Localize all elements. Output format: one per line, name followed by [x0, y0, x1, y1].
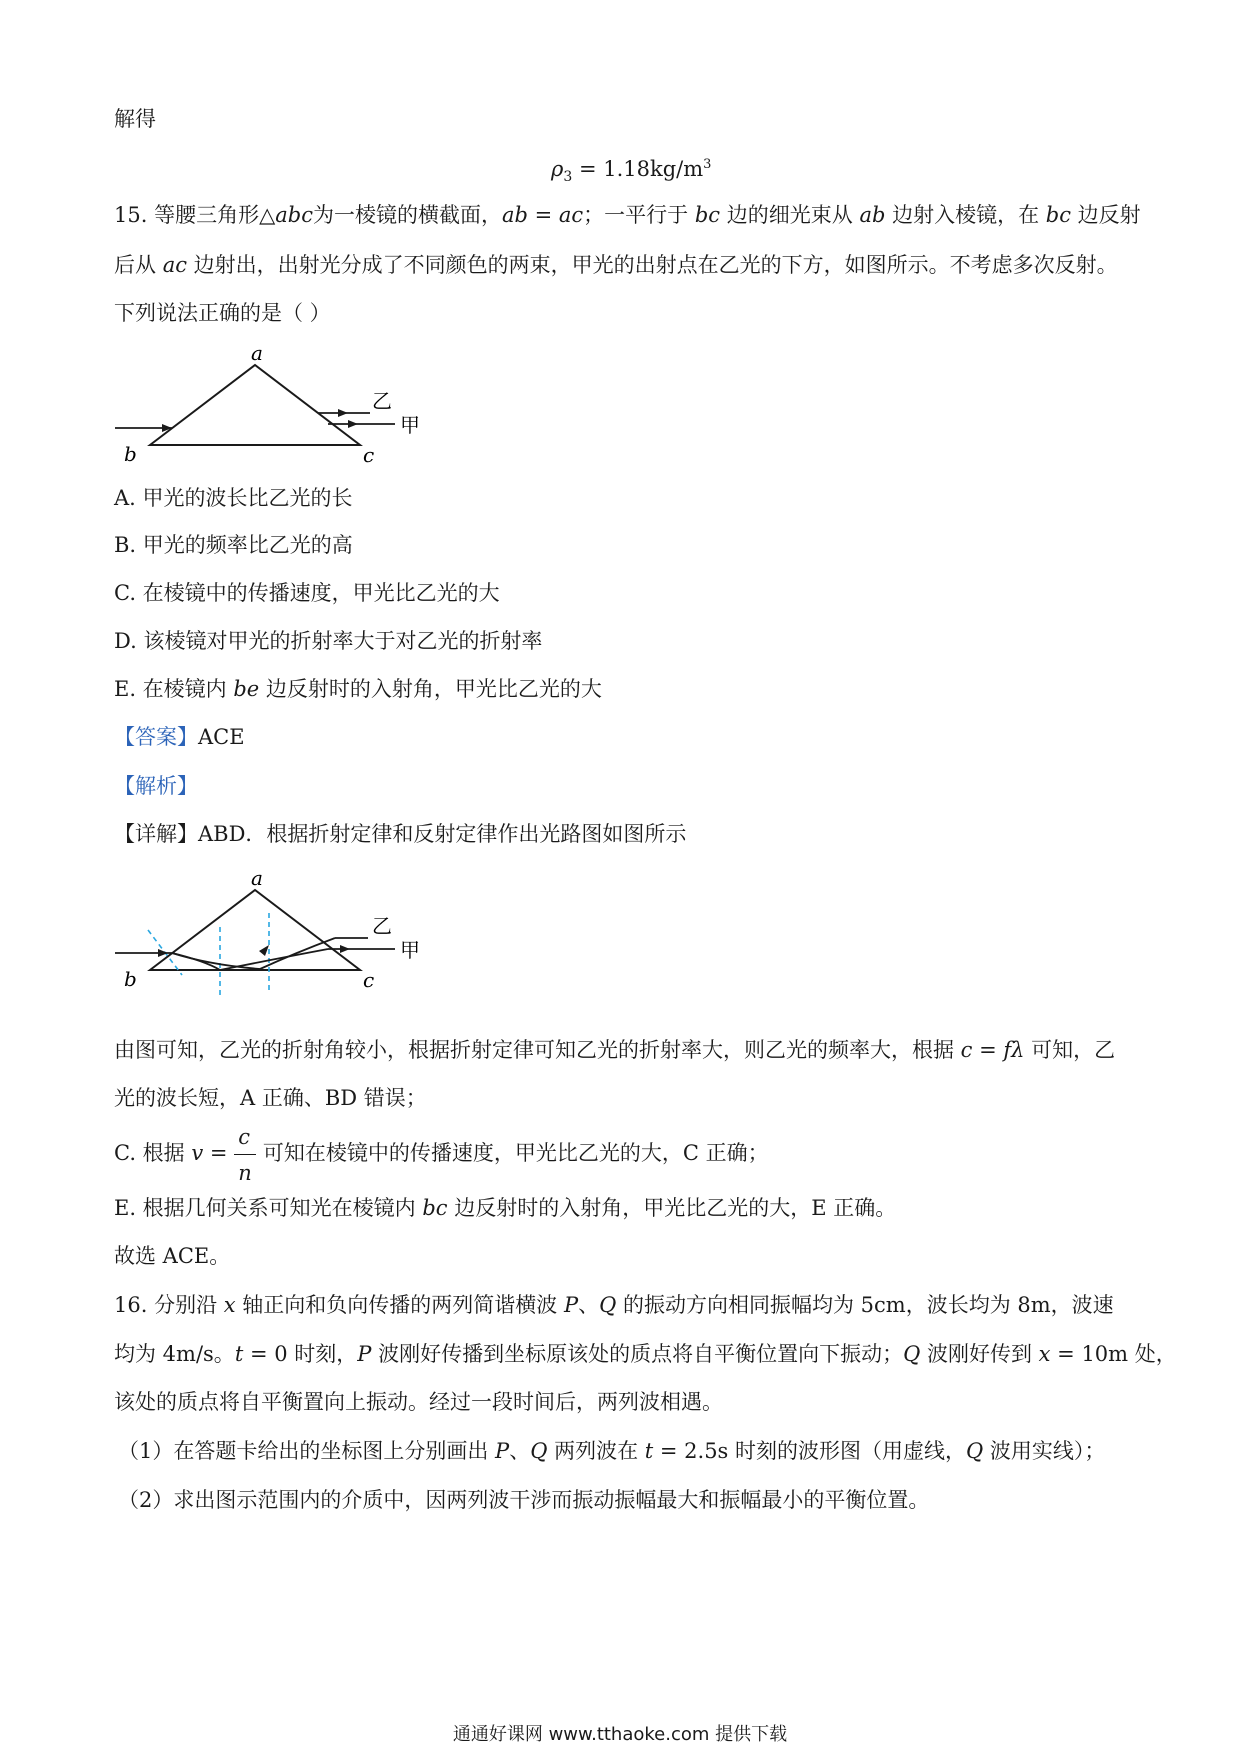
page-footer: 通通好课网 www.tthaoke.com 提供下载 [452, 1724, 788, 1745]
detail-line: 【详解】ABD．根据折射定律和反射定律作出光路图如图所示 [114, 822, 687, 846]
answer-tag: 【答案】 [114, 725, 198, 749]
yi-arrowhead-1 [338, 409, 348, 417]
jia-arrowhead-2 [340, 945, 350, 953]
q16-line2: 均为 4m/s。t = 0 时刻，P 波刚好传播到坐标原该处的质点将自平衡位置向下振动；Q 波刚好传到 x = 10m 处， [114, 1342, 1177, 1366]
prism-diagram-1 [110, 340, 430, 470]
prism-triangle-2 [150, 890, 360, 970]
answer-value: ACE [198, 725, 245, 749]
option-c: C. 在棱镜中的传播速度，甲光比乙光的大 [114, 581, 500, 605]
vertex-b-label-2: b [124, 967, 137, 991]
option-e: E. 在棱镜内 be 边反射时的入射角，甲光比乙光的大 [114, 677, 602, 701]
vertex-c-label-2: c [363, 968, 375, 992]
vertex-a-label-2: a [251, 866, 263, 890]
option-d: D. 该棱镜对甲光的折射率大于对乙光的折射率 [114, 629, 543, 653]
yi-label-1: 乙 [372, 389, 392, 413]
explanation-line1: 由图可知，乙光的折射角较小，根据折射定律可知乙光的折射率大，则乙光的频率大，根据 c = fλ 可知，乙 [114, 1038, 1116, 1062]
yi-path-2 [172, 938, 335, 969]
jiexi-line [114, 771, 198, 801]
jiede-line: 解得 [114, 107, 156, 131]
jia-path-2 [172, 949, 328, 970]
vertex-c-label-1: c [363, 443, 375, 467]
inner-arrowhead-2 [259, 945, 269, 956]
explanation-e: E. 根据几何关系可知光在棱镜内 bc 边反射时的入射角，甲光比乙光的大，E 正确。 [114, 1196, 897, 1220]
fraction-c-over-n: $\frac{c}{n}$ [234, 1140, 256, 1170]
q16-sub2: （2）求出图示范围内的介质中，因两列波干涉而振动振幅最大和振幅最小的平衡位置。 [118, 1488, 930, 1512]
jia-arrowhead-1 [348, 420, 358, 428]
explanation-line2: 光的波长短，A 正确、BD 错误； [114, 1086, 427, 1110]
q15-line3: 下列说法正确的是（ ） [114, 301, 331, 325]
conclusion-line: 故选 ACE。 [114, 1244, 231, 1268]
q16-line3: 该处的质点将自平衡置向上振动。经过一段时间后，两列波相遇。 [114, 1390, 723, 1414]
rho-formula: $\rho_3 = 1.18kg/m^3$ [551, 157, 712, 186]
answer-line [114, 722, 245, 752]
prism-triangle-1 [150, 365, 360, 445]
q15-line2: 后从 ac 边射出，出射光分成了不同颜色的两束，甲光的出射点在乙光的下方，如图所示。不考虑多次反射。 [114, 253, 1118, 277]
option-b: B. 甲光的频率比乙光的高 [114, 533, 353, 557]
q15-line1: 15. 等腰三角形△abc为一棱镜的横截面，ab = ac；一平行于 bc 边的细光束从 ab 边射入棱镜，在 bc 边反射 [114, 203, 1141, 227]
jia-label-2: 甲 [400, 938, 420, 962]
jia-label-1: 甲 [400, 413, 420, 437]
prism-figure-1 [110, 340, 430, 474]
explanation-c: C. 根据 v = $\frac{c}{n}$ 可知在棱镜中的传播速度，甲光比乙光的大，C 正确； [114, 1124, 769, 1185]
option-a: A. 甲光的波长比乙光的长 [114, 486, 353, 510]
vertex-a-label-1: a [251, 341, 263, 365]
vertex-b-label-1: b [124, 442, 137, 466]
jiexi-tag: 【解析】 [114, 774, 198, 798]
q16-sub1: （1）在答题卡给出的坐标图上分别画出 P、Q 两列波在 t = 2.5s 时刻的波形图（用虚线，Q 波用实线）； [118, 1439, 1106, 1463]
detail-tag: 【详解】 [114, 822, 198, 846]
prism-diagram-2 [110, 865, 430, 1000]
prism-figure-2 [110, 865, 430, 1004]
q16-line1: 16. 分别沿 x 轴正向和负向传播的两列简谐横波 P、Q 的振动方向相同振幅均为 5cm，波长均为 8m，波速 [114, 1293, 1114, 1317]
yi-label-2: 乙 [372, 914, 392, 938]
